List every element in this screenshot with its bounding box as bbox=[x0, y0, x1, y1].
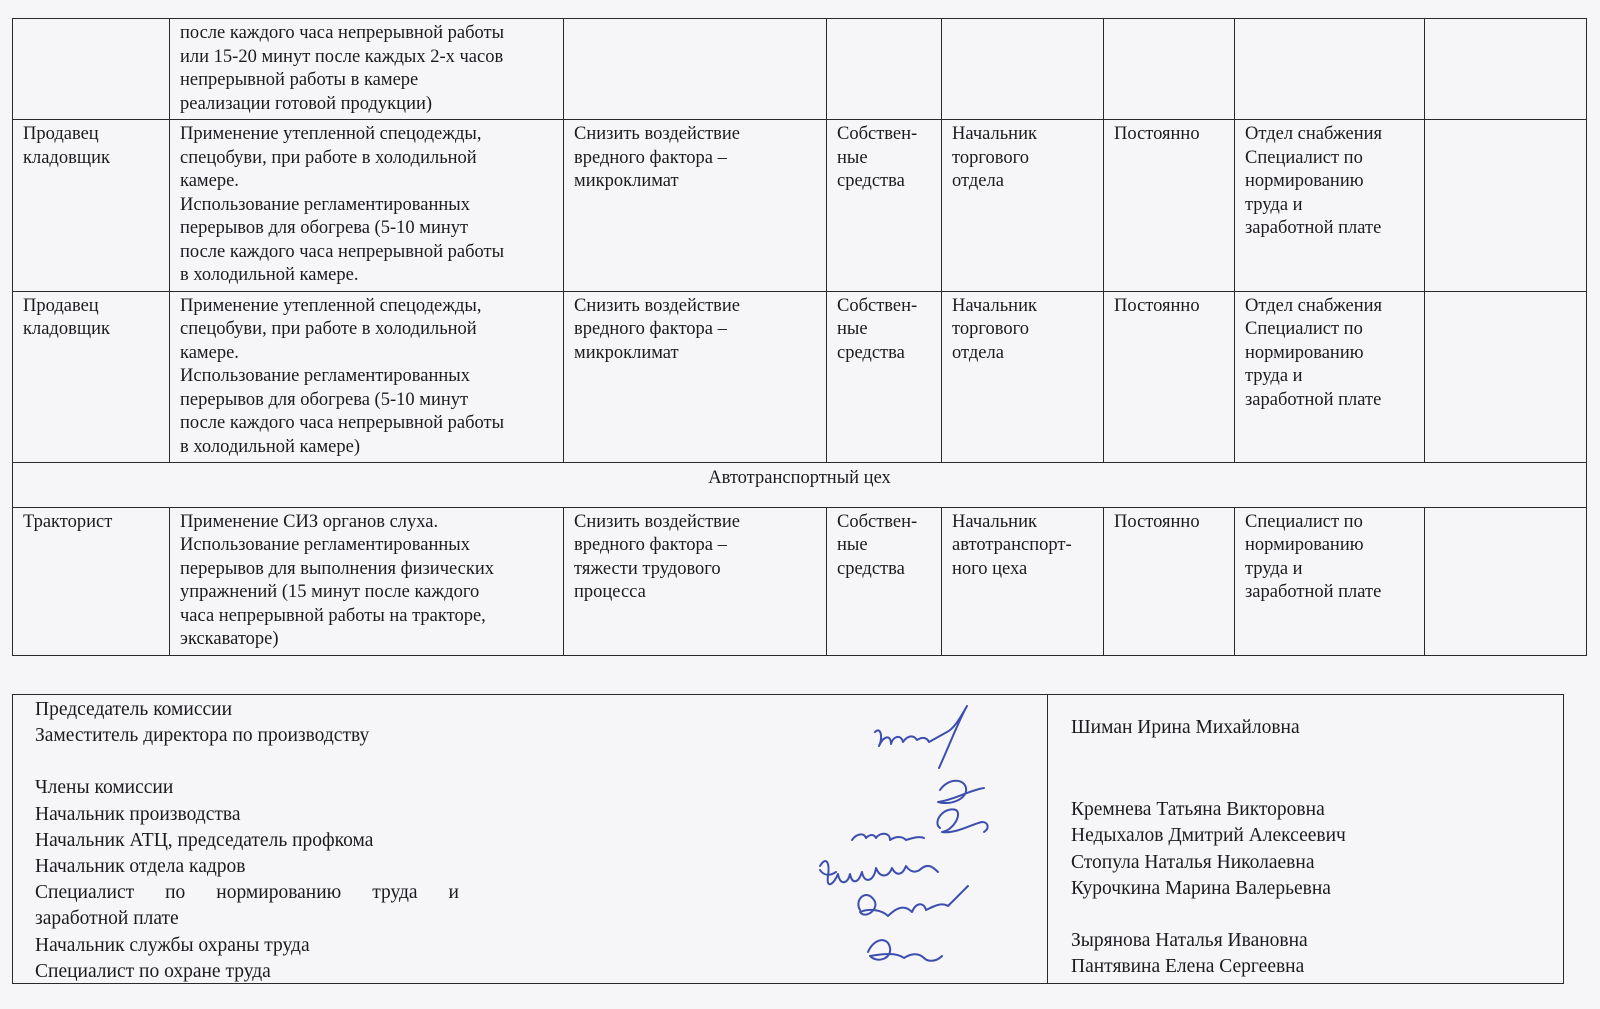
note-cell bbox=[1425, 120, 1587, 292]
involved-cell bbox=[1235, 120, 1425, 292]
table-body bbox=[13, 19, 1587, 656]
cell-text-line: Собствен- bbox=[837, 511, 918, 532]
signature-member-4 bbox=[820, 861, 938, 884]
cell-text-line: заработной плате bbox=[1245, 218, 1382, 238]
cell-text-line: спецобуви, при работе в холодильной bbox=[180, 147, 477, 168]
term-cell: Постоянно bbox=[1104, 120, 1235, 292]
section-title: Автотранспортный цех bbox=[13, 463, 1587, 508]
cell-text-line: ные bbox=[837, 147, 868, 168]
cell-text-line: камере. bbox=[180, 171, 239, 191]
responsible-cell bbox=[942, 19, 1104, 120]
measure-cell bbox=[170, 19, 564, 120]
cell-text-line: Специалист по bbox=[1245, 319, 1363, 339]
member-role: Начальник отдела кадров bbox=[35, 856, 246, 878]
term-cell: Постоянно bbox=[1104, 291, 1235, 463]
responsible-cell bbox=[942, 291, 1104, 463]
cell-text-line: нормированию bbox=[1245, 171, 1364, 191]
cell-text-line: кладовщик bbox=[23, 319, 110, 339]
cell-text-line: Снизить воздействие bbox=[574, 295, 740, 316]
cell-text-line: средства bbox=[837, 342, 905, 363]
cell-text-line: торгового bbox=[952, 319, 1029, 339]
cell-text-line: тяжести трудового bbox=[574, 558, 721, 579]
member-name: Курочкина Марина Валерьевна bbox=[1071, 877, 1331, 899]
cell-text-line: труда и bbox=[1245, 194, 1303, 215]
table-row bbox=[13, 291, 1587, 463]
cell-text-line: экскаваторе) bbox=[180, 629, 279, 649]
involved-cell bbox=[1235, 291, 1425, 463]
responsible-cell bbox=[942, 507, 1104, 655]
cell-text-line: кладовщик bbox=[23, 147, 110, 168]
cell-text-line: спецобуви, при работе в холодильной bbox=[180, 319, 477, 339]
cell-text-line: нормированию bbox=[1245, 535, 1364, 555]
cell-text-line: упражнений (15 минут после каждого bbox=[180, 582, 480, 602]
cell-text-line: ные bbox=[837, 319, 868, 339]
cell-text-line: Собствен- bbox=[837, 295, 918, 316]
cell-text-line: Продавец bbox=[23, 295, 99, 316]
cell-text-line: перерывов для выполнения физических bbox=[180, 558, 495, 579]
measure-cell bbox=[170, 120, 564, 292]
position-cell bbox=[13, 507, 170, 655]
cell-text-line: труда и bbox=[1245, 558, 1303, 579]
column-divider bbox=[1047, 695, 1048, 983]
note-cell bbox=[1425, 19, 1587, 120]
member-role: Специалист по охране труда bbox=[35, 960, 271, 982]
cell-text-line: вредного фактора – bbox=[574, 535, 727, 555]
source-cell bbox=[827, 291, 942, 463]
responsible-cell bbox=[942, 120, 1104, 292]
cell-text-line: торгового bbox=[952, 147, 1029, 168]
cell-text-line: в холодильной камере. bbox=[180, 265, 359, 285]
chair-role: Заместитель директора по производству bbox=[35, 725, 370, 747]
cell-text-line: Применение утепленной спецодежды, bbox=[180, 124, 482, 144]
cell-text-line: реализации готовой продукции) bbox=[180, 93, 433, 114]
cell-text-line: в холодильной камере) bbox=[180, 436, 360, 457]
cell-text-line: перерывов для обогрева (5-10 минут bbox=[180, 389, 469, 410]
cell-text-line: или 15-20 минут после каждых 2-х часов bbox=[180, 46, 504, 67]
member-name: Зырянова Наталья Ивановна bbox=[1071, 930, 1308, 952]
section-row bbox=[13, 463, 1587, 508]
cell-text-line: Применение СИЗ органов слуха. bbox=[180, 511, 439, 532]
signature-member-2 bbox=[937, 809, 987, 832]
cell-text-line: автотранспорт- bbox=[952, 535, 1072, 555]
member-role: Начальник АТЦ, председатель профкома bbox=[35, 829, 374, 851]
term-cell: Постоянно bbox=[1104, 507, 1235, 655]
cell-text-line: Продавец bbox=[23, 124, 99, 144]
member-name: Стопула Наталья Николаевна bbox=[1071, 851, 1315, 873]
member-name: Пантявина Елена Сергеевна bbox=[1071, 956, 1305, 978]
cell-text-line: нормированию bbox=[1245, 342, 1364, 363]
goal-cell bbox=[564, 291, 827, 463]
chair-name: Шиман Ирина Михайловна bbox=[1071, 717, 1300, 738]
cell-text-line: непрерывной работы в камере bbox=[180, 70, 419, 90]
cell-text-line: отдела bbox=[952, 171, 1004, 191]
measure-cell bbox=[170, 291, 564, 463]
position-cell bbox=[13, 120, 170, 292]
cell-text-line: ного цеха bbox=[952, 558, 1028, 579]
cell-text-line: заработной плате bbox=[1245, 389, 1382, 410]
cell-text-line: камере. bbox=[180, 342, 239, 363]
source-cell bbox=[827, 19, 942, 120]
cell-text-line: Начальник bbox=[952, 511, 1037, 532]
cell-text-line: вредного фактора – bbox=[574, 147, 727, 168]
cell-text-line: средства bbox=[837, 171, 905, 191]
cell-text-line: Использование регламентированных bbox=[180, 194, 470, 215]
cell-text-line: Отдел снабжения bbox=[1245, 124, 1383, 144]
note-cell bbox=[1425, 507, 1587, 655]
cell-text-line: ные bbox=[837, 535, 868, 555]
position-cell bbox=[13, 19, 170, 120]
signature-member-5 bbox=[858, 886, 968, 916]
goal-cell bbox=[564, 19, 827, 120]
cell-text-line: Собствен- bbox=[837, 124, 918, 144]
signature-member-3 bbox=[852, 834, 924, 840]
cell-text-line: Использование регламентированных bbox=[180, 535, 470, 555]
goal-cell bbox=[564, 120, 827, 292]
member-role: заработной плате bbox=[35, 908, 179, 930]
cell-text-line: перерывов для обогрева (5-10 минут bbox=[180, 218, 469, 238]
cell-text-line: Тракторист bbox=[23, 511, 113, 532]
cell-text-line: микроклимат bbox=[574, 342, 679, 363]
cell-text-line: Применение утепленной спецодежды, bbox=[180, 295, 482, 316]
table-row bbox=[13, 120, 1587, 292]
cell-text-line: заработной плате bbox=[1245, 582, 1382, 602]
member-name: Кремнева Татьяна Викторовна bbox=[1071, 799, 1325, 821]
note-cell bbox=[1425, 291, 1587, 463]
table-row bbox=[13, 507, 1587, 655]
cell-text-line: Отдел снабжения bbox=[1245, 295, 1383, 316]
cell-text-line: вредного фактора – bbox=[574, 319, 727, 339]
goal-cell bbox=[564, 507, 827, 655]
cell-text-line: Начальник bbox=[952, 295, 1037, 316]
cell-text-line: после каждого часа непрерывной работы bbox=[180, 241, 505, 262]
commission-roles bbox=[35, 697, 475, 985]
chair-title: Председатель комиссии bbox=[35, 699, 233, 720]
measure-cell bbox=[170, 507, 564, 655]
cell-text-line: Использование регламентированных bbox=[180, 366, 470, 386]
cell-text-line: Снизить воздействие bbox=[574, 124, 740, 144]
involved-cell bbox=[1235, 19, 1425, 120]
cell-text-line: средства bbox=[837, 558, 905, 579]
cell-text-line: после каждого часа непрерывной работы bbox=[180, 413, 505, 433]
cell-text-line: Снизить воздействие bbox=[574, 511, 740, 532]
position-cell bbox=[13, 291, 170, 463]
member-role: Начальник службы охраны труда bbox=[35, 934, 310, 956]
measures-table bbox=[12, 18, 1587, 656]
involved-cell bbox=[1235, 507, 1425, 655]
members-title: Члены комиссии bbox=[35, 777, 174, 799]
cell-text-line: труда и bbox=[1245, 366, 1303, 386]
signature-member-1 bbox=[938, 781, 984, 803]
handwritten-signatures bbox=[800, 690, 1040, 990]
table-row bbox=[13, 19, 1587, 120]
member-role: Начальник производства bbox=[35, 803, 241, 825]
cell-text-line: после каждого часа непрерывной работы bbox=[180, 23, 505, 43]
cell-text-line: Специалист по bbox=[1245, 511, 1363, 532]
member-name: Недыхалов Дмитрий Алексеевич bbox=[1071, 825, 1346, 847]
cell-text-line: часа непрерывной работы на тракторе, bbox=[180, 605, 486, 626]
term-cell bbox=[1104, 19, 1235, 120]
source-cell bbox=[827, 507, 942, 655]
cell-text-line: Начальник bbox=[952, 124, 1037, 144]
cell-text-line: отдела bbox=[952, 342, 1004, 363]
cell-text-line: Специалист по bbox=[1245, 147, 1363, 168]
signature-member-6 bbox=[868, 940, 942, 961]
source-cell bbox=[827, 120, 942, 292]
commission-names bbox=[1071, 695, 1551, 980]
member-role: Специалист по нормированию труда и bbox=[35, 882, 459, 904]
commission-block bbox=[12, 694, 1564, 984]
cell-text-line: микроклимат bbox=[574, 171, 679, 191]
signature-chair bbox=[875, 706, 967, 768]
cell-text-line: процесса bbox=[574, 582, 646, 602]
